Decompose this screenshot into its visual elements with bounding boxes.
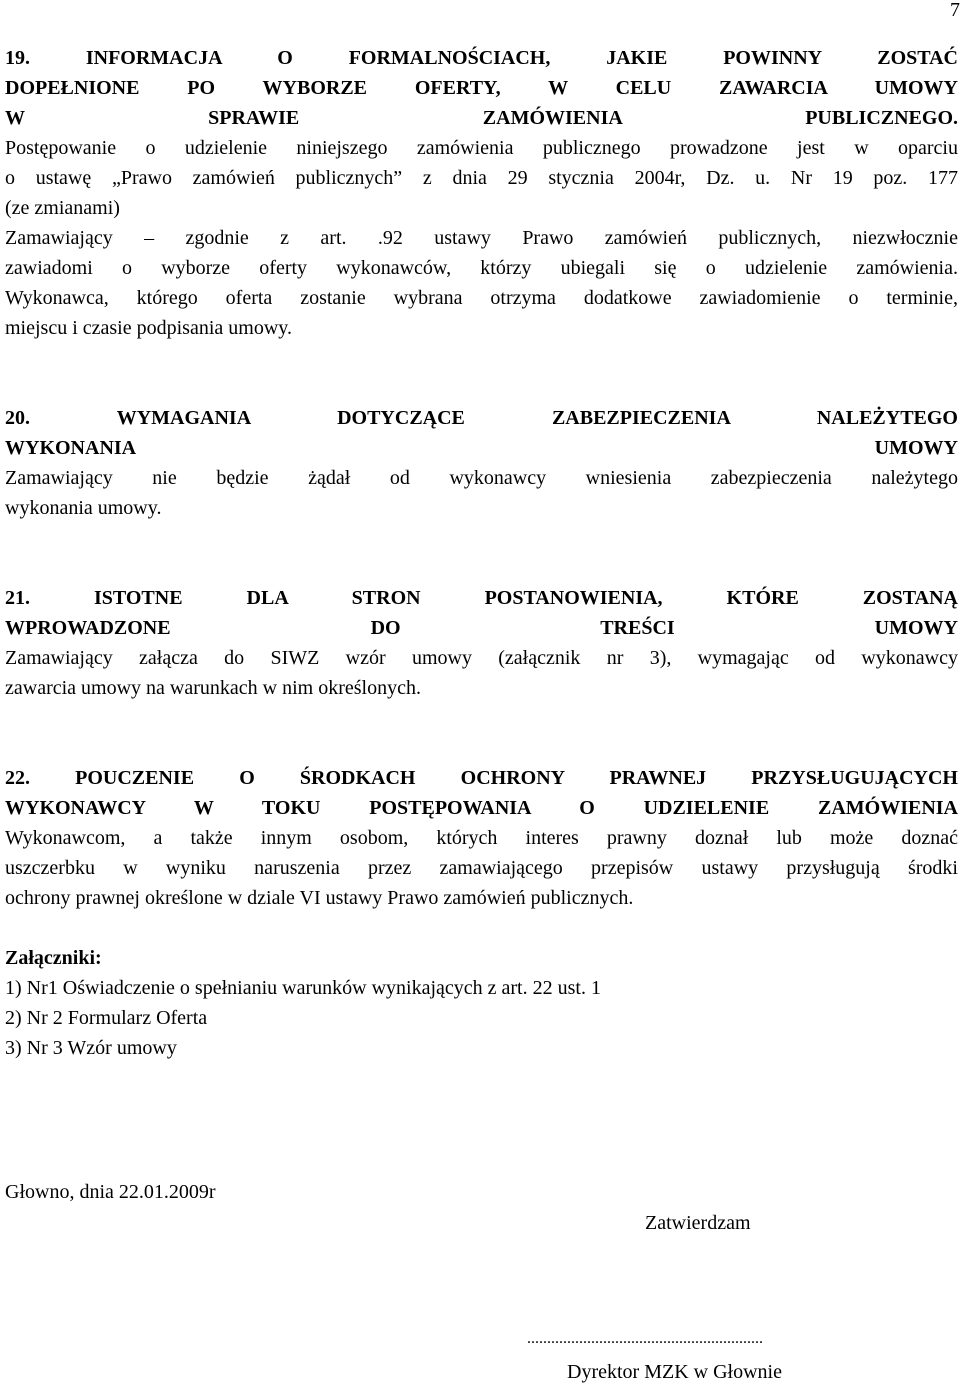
- body-line: Postępowanie o udzielenie niniejszego zamówienia publicznego prowadzone jest w oparciu: [5, 137, 958, 159]
- heading-line: 21. ISTOTNE DLA STRON POSTANOWIENIA, KTÓRE ZOSTANĄ: [5, 587, 958, 609]
- heading-line: DOPEŁNIONE PO WYBORZE OFERTY, W CELU ZAWARCIA UMOWY: [5, 77, 958, 99]
- place-date: Głowno, dnia 22.01.2009r: [5, 1181, 216, 1203]
- attachments-title: Załączniki:: [5, 947, 102, 969]
- body-line: uszczerbku w wyniku naruszenia przez zamawiającego przepisów ustawy przysługują środki: [5, 857, 958, 879]
- body-line: (ze zmianami): [5, 197, 120, 219]
- heading-line: 20. WYMAGANIA DOTYCZĄCE ZABEZPIECZENIA NALEŻYTEGO: [5, 407, 958, 429]
- attachment-item: 1) Nr1 Oświadczenie o spełnianiu warunków wynikających z art. 22 ust. 1: [5, 977, 601, 999]
- body-line: wykonania umowy.: [5, 497, 162, 519]
- heading-line: 19. INFORMACJA O FORMALNOŚCIACH, JAKIE POWINNY ZOSTAĆ: [5, 47, 958, 69]
- section-22-heading: [5, 763, 958, 823]
- section-21-body: [5, 643, 958, 703]
- section-19-heading: [5, 43, 958, 133]
- signatory: Dyrektor MZK w Głownie: [567, 1361, 782, 1383]
- body-line: Wykonawcom, a także innym osobom, których interes prawny doznał lub może doznać: [5, 827, 958, 849]
- attachments-block: [5, 943, 958, 1063]
- section-20-heading: [5, 403, 958, 463]
- body-line: Zamawiający załącza do SIWZ wzór umowy (załącznik nr 3), wymagając od wykonawcy: [5, 647, 958, 669]
- page-number: 7: [950, 0, 960, 21]
- heading-line: WYKONAWCY W TOKU POSTĘPOWANIA O UDZIELENIE ZAMÓWIENIA: [5, 797, 958, 819]
- section-21-heading: [5, 583, 958, 643]
- signature-line: ...........................................................: [527, 1330, 763, 1347]
- body-line: Zamawiający – zgodnie z art. .92 ustawy Prawo zamówień publicznych, niezwłocznie: [5, 227, 958, 249]
- body-line: miejscu i czasie podpisania umowy.: [5, 317, 292, 339]
- section-22-body: [5, 823, 958, 913]
- body-line: zawarcia umowy na warunkach w nim określonych.: [5, 677, 421, 699]
- heading-line: WYKONANIA UMOWY: [5, 437, 958, 459]
- body-line: Zamawiający nie będzie żądał od wykonawcy wniesienia zabezpieczenia należytego: [5, 467, 958, 489]
- attachment-item: 2) Nr 2 Formularz Oferta: [5, 1007, 208, 1029]
- body-line: ochrony prawnej określone w dziale VI ustawy Prawo zamówień publicznych.: [5, 887, 634, 909]
- body-line: Wykonawca, którego oferta zostanie wybrana otrzyma dodatkowe zawiadomienie o terminie,: [5, 287, 958, 309]
- attachment-item: 3) Nr 3 Wzór umowy: [5, 1037, 177, 1059]
- section-19-body: [5, 133, 958, 343]
- heading-line: 22. POUCZENIE O ŚRODKACH OCHRONY PRAWNEJ PRZYSŁUGUJĄCYCH: [5, 767, 958, 789]
- approval-label: Zatwierdzam: [645, 1212, 751, 1234]
- body-line: zawiadomi o wyborze oferty wykonawców, którzy ubiegali się o udzielenie zamówienia.: [5, 257, 958, 279]
- heading-line: W SPRAWIE ZAMÓWIENIA PUBLICZNEGO.: [5, 107, 958, 129]
- body-line: o ustawę „Prawo zamówień publicznych” z dnia 29 stycznia 2004r, Dz. u. Nr 19 poz. 177: [5, 167, 958, 189]
- heading-line: WPROWADZONE DO TREŚCI UMOWY: [5, 617, 958, 639]
- section-20-body: [5, 463, 958, 523]
